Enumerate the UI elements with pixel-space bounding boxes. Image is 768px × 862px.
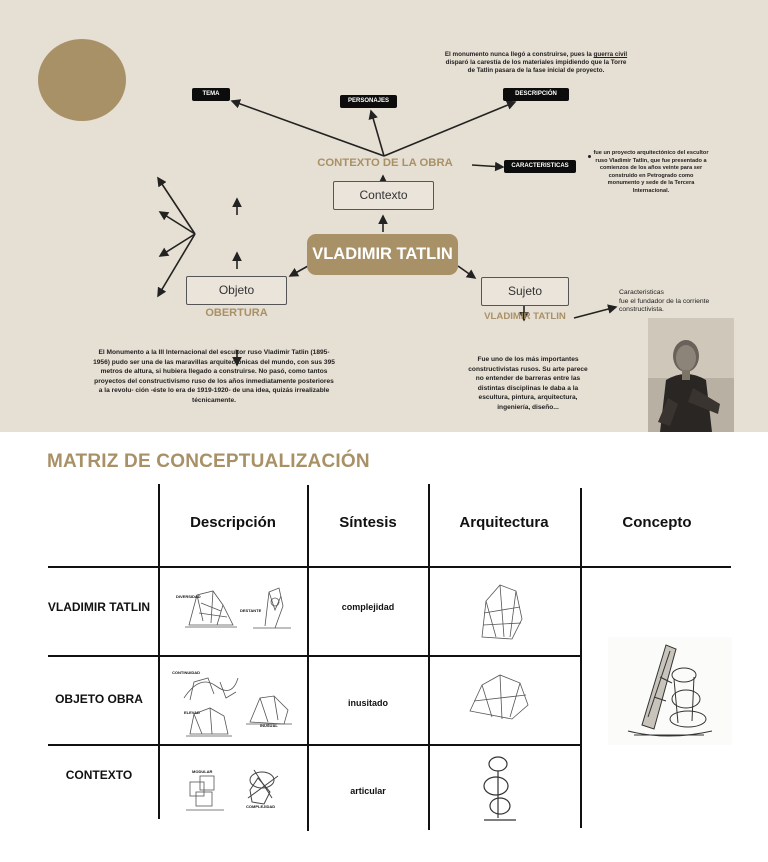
fan-arrow-1 [158, 178, 195, 234]
sujeto-title: VLADIMIR TATLIN [484, 311, 566, 322]
header-arquitectura: Arquitectura [459, 514, 549, 531]
tag-diversidad: DIVERSIDAD [176, 594, 201, 599]
contexto-obra-title: CONTEXTO DE LA OBRA [317, 157, 453, 169]
arrow-to-personajes [371, 111, 384, 156]
grid-line-h3 [48, 744, 581, 746]
sintesis-inusitado: inusitado [348, 698, 388, 708]
fan-arrow-3 [160, 234, 195, 256]
sketch-elevad [184, 700, 234, 738]
arrow-to-descripcion [384, 102, 515, 156]
bullet-dot [588, 155, 591, 158]
tag-caracteristicas: CARACTERISTICAS [504, 160, 576, 173]
sujeto-box: Sujeto [481, 277, 569, 306]
objeto-box: Objeto [186, 276, 287, 305]
grid-line-h2 [48, 655, 581, 657]
tag-elevad: ELEVAD [184, 710, 200, 715]
grid-line-v4 [580, 488, 582, 828]
grid-line-v2 [307, 485, 309, 831]
caracteristicas-text: fue un proyecto arquitectónico del escultor ruso Vladimir Tatlin, que fue presentado a comienzos de los años veinte para ser construido en Petrogrado como monumento y sede de la Tercera Internacional. [593, 150, 709, 194]
grid-line-v3 [428, 484, 430, 830]
descripcion-text: El monumento nunca llegó a construirse, pues la guerra civil disparó la carestía de los materiales impidiendo que la Torre de Tatlin pasara de la fase inicial de proyecto. [444, 51, 628, 74]
row-label-objeto-obra: OBJETO OBRA [55, 692, 143, 706]
row-label-contexto: CONTEXTO [65, 768, 133, 782]
sujeto-caract-label: Caracteristicas [619, 289, 664, 296]
arrow-to-objeto [290, 266, 308, 276]
header-concepto: Concepto [622, 514, 692, 531]
tag-personajes: PERSONAJES [340, 95, 397, 108]
arrow-to-caracteristicas [472, 165, 503, 167]
sketch-diversidad [183, 585, 239, 631]
sintesis-articular: articular [350, 786, 386, 796]
tatlin-portrait-photo [648, 318, 734, 432]
sketch-modular [184, 768, 226, 814]
grid-line-h1 [48, 566, 731, 568]
tag-continuidad: CONTINUIDAD [172, 670, 200, 675]
arrow-to-sujeto [458, 266, 475, 278]
tag-complejidad: COMPLEJIDAD [246, 804, 276, 809]
sujeto-text: Fue uno de los más importantes constructivistas rusos. Su arte parece no entender de barreras entre las distintas disciplinas le daba a la escultura, pintura, arquitectura, ingeniería, diseño... [468, 356, 588, 411]
sujeto-caract-text: fue el fundador de la corriente constructivista. [619, 297, 710, 314]
grid-line-v1 [158, 484, 160, 819]
row-label-tatlin: VLADIMIR TATLIN [47, 600, 151, 614]
matrix-title: MATRIZ DE CONCEPTUALIZACIÓN [47, 451, 370, 472]
tag-tema: TEMA [192, 88, 230, 101]
arch-sketch-1 [472, 577, 532, 643]
concepto-sketch [608, 637, 732, 745]
sketch-destante [245, 582, 295, 632]
contexto-box: Contexto [333, 181, 434, 210]
arch-sketch-3 [474, 752, 524, 824]
tag-destante: DESTANTE [240, 608, 262, 613]
tag-descripcion: DESCRIPCIÓN [503, 88, 569, 101]
obertura-title: OBERTURA [205, 307, 268, 319]
header-sintesis: Síntesis [339, 514, 397, 531]
header-descripcion: Descripción [190, 514, 276, 531]
fan-arrow-2 [160, 212, 195, 234]
sujeto-caracteristicas [619, 289, 739, 315]
tag-inusual: INUSUAL [260, 723, 278, 728]
main-title-pill: VLADIMIR TATLIN [307, 234, 458, 275]
arch-sketch-2 [464, 667, 534, 725]
arrow-sujeto-caract [574, 307, 616, 318]
obertura-text: El Monumento a la III Internacional del escultor ruso Vladimir Tatlin (1895-1956) pudo ser una de las maravillas arquitectónicas del mundo, con sus 395 metros de altura, si hubiera llegado a construirse. No pasó, como tantos proyectos del constructivismo ruso de los años inmediatamente posteriores a la revolu- ción -éste lo era de 1919-1920- de una idea, quizás irrealizable técnicamente. [93, 349, 335, 404]
sintesis-complejidad: complejidad [341, 602, 395, 612]
arrow-to-tema [232, 101, 384, 156]
tag-modular: MODULAR [192, 769, 213, 774]
